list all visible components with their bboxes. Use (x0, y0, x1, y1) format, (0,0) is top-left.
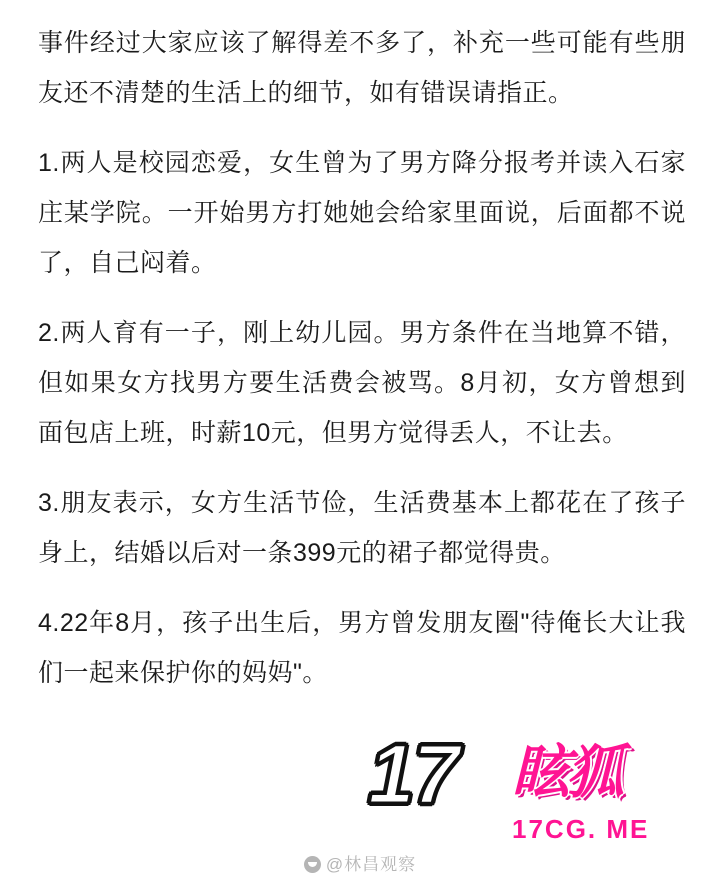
paragraph-item-3: 3.朋友表示，女方生活节俭，生活费基本上都花在了孩子身上，结婚以后对一条399元的裙子都觉得贵。 (38, 489, 686, 567)
article-body (38, 18, 686, 698)
watermark-number: 17 (368, 727, 458, 821)
paragraph-item-2: 2.两人育有一子，刚上幼儿园。男方条件在当地算不错，但如果女方找男方要生活费会被骂。8月初，女方曾想到面包店上班，时薪10元，但男方觉得丢人，不让去。 (38, 319, 686, 447)
weibo-eye-icon (304, 856, 321, 873)
source-credit (0, 850, 720, 875)
watermark-cn-text: 眩狐 (512, 740, 621, 805)
watermark-site: 17CG. ME (512, 814, 650, 844)
paragraph-item-4: 4.22年8月，孩子出生后，男方曾发朋友圈"待俺长大让我们一起来保护你的妈妈"。 (38, 609, 686, 687)
watermark (360, 727, 690, 850)
paragraph-intro: 事件经过大家应该了解得差不多了，补充一些可能有些朋友还不清楚的生活上的细节，如有错误请指正。 (38, 29, 686, 107)
source-credit-label: @林昌观察 (325, 855, 417, 874)
paragraph-item-1: 1.两人是校园恋爱，女生曾为了男方降分报考并读入石家庄某学院。一开始男方打她她会给家里面说，后面都不说了，自己闷着。 (38, 149, 686, 277)
